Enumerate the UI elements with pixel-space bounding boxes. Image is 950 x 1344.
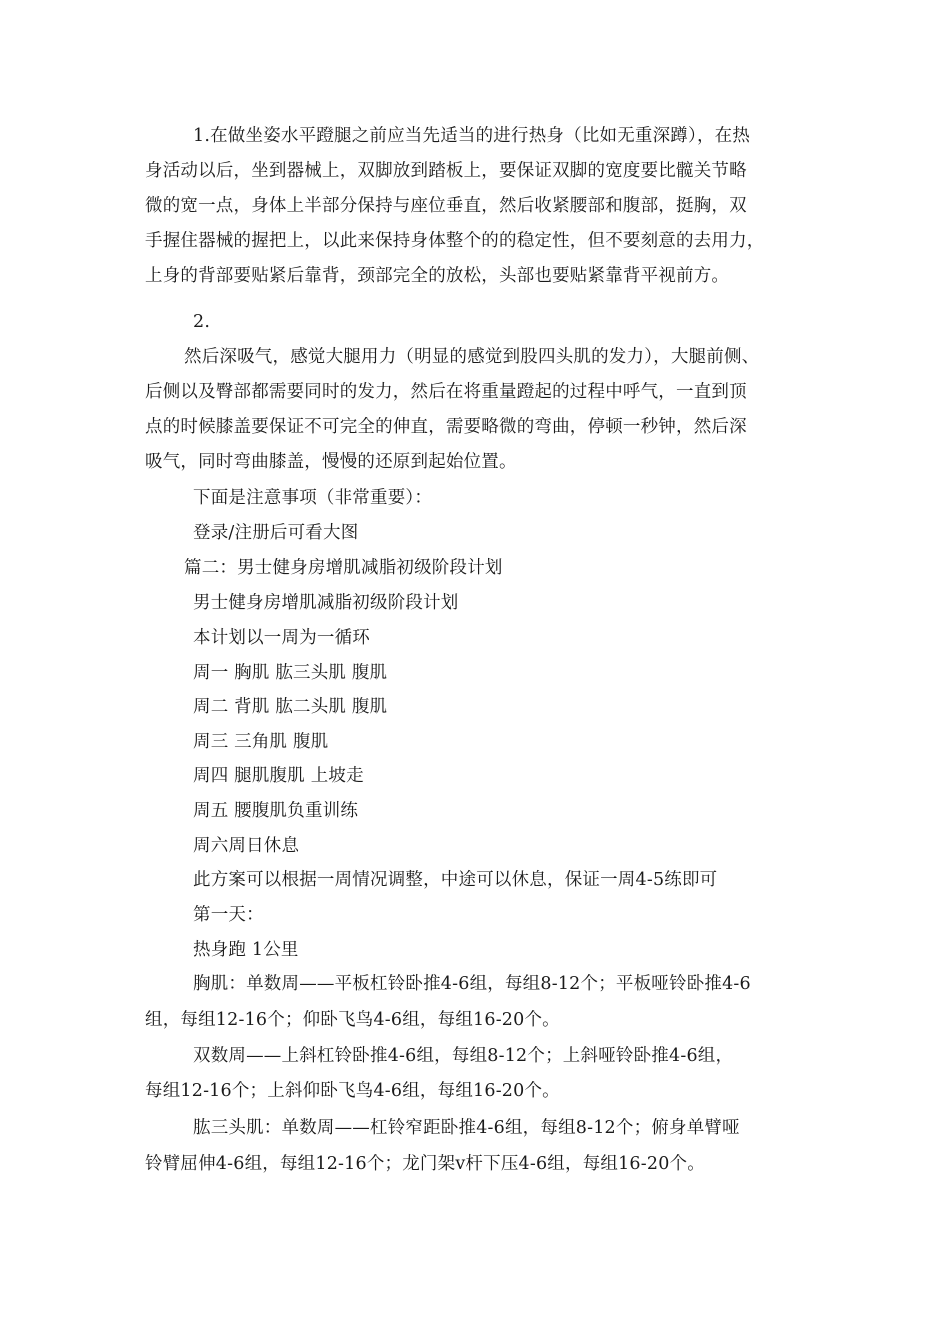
paragraph-2-line-4: 吸气，同时弯曲膝盖，慢慢的还原到起始位置。 [145, 452, 517, 472]
schedule-weekend: 周六周日休息 [193, 836, 300, 856]
day-one-heading: 第一天： [193, 905, 264, 925]
paragraph-1-line-3: 微的宽一点，身体上半部分保持与座位垂直，然后收紧腰部和腹部，挺胸，双 [145, 196, 747, 216]
schedule-tuesday: 周二 背肌 肱二头肌 腹肌 [193, 697, 388, 717]
section-title: 篇二：男士健身房增肌减脂初级阶段计划 [184, 558, 503, 578]
plan-title: 男士健身房增肌减脂初级阶段计划 [193, 593, 459, 613]
chest-even-week-line-1: 双数周——上斜杠铃卧推4-6组，每组8-12个；上斜哑铃卧推4-6组， [193, 1046, 734, 1066]
paragraph-2-line-3: 点的时候膝盖要保证不可完全的伸直，需要略微的弯曲，停顿一秒钟，然后深 [145, 417, 747, 437]
paragraph-2-line-1: 然后深吸气，感觉大腿用力（明显的感觉到股四头肌的发力），大腿前侧、 [184, 347, 760, 367]
plan-adjustment-note: 此方案可以根据一周情况调整，中途可以休息，保证一周4-5练即可 [193, 870, 718, 890]
notes-heading: 下面是注意事项（非常重要）： [193, 488, 433, 508]
schedule-wednesday: 周三 三角肌 腹肌 [193, 732, 329, 752]
triceps-odd-week-line-1: 肱三头肌：单数周——杠铃窄距卧推4-6组，每组8-12个；俯身单臂哑 [193, 1118, 740, 1138]
step-2-number: 2. [193, 312, 211, 332]
triceps-odd-week-line-2: 铃臂屈伸4-6组，每组12-16个；龙门架v杆下压4-6组，每组16-20个。 [145, 1154, 705, 1174]
schedule-friday: 周五 腰腹肌负重训练 [193, 801, 359, 821]
login-image-link[interactable]: 登录/注册后可看大图 [193, 523, 359, 543]
paragraph-1-line-5: 上身的背部要贴紧后靠背，颈部完全的放松，头部也要贴紧靠背平视前方。 [145, 266, 730, 286]
paragraph-2-line-2: 后侧以及臀部都需要同时的发力，然后在将重量蹬起的过程中呼气，一直到顶 [145, 382, 747, 402]
chest-odd-week-line-1: 胸肌：单数周——平板杠铃卧推4-6组，每组8-12个；平板哑铃卧推4-6 [193, 974, 751, 994]
chest-even-week-line-2: 每组12-16个；上斜仰卧飞鸟4-6组，每组16-20个。 [145, 1081, 560, 1101]
warmup-run: 热身跑 1公里 [193, 940, 299, 960]
paragraph-1-line-4: 手握住器械的握把上，以此来保持身体整个的的稳定性，但不要刻意的去用力， [145, 231, 765, 251]
schedule-thursday: 周四 腿肌腹肌 上坡走 [193, 766, 364, 786]
chest-odd-week-line-2: 组，每组12-16个；仰卧飞鸟4-6组，每组16-20个。 [145, 1010, 560, 1030]
plan-cycle: 本计划以一周为一循环 [193, 628, 370, 648]
schedule-monday: 周一 胸肌 肱三头肌 腹肌 [193, 663, 388, 683]
paragraph-1-line-2: 身活动以后，坐到器械上，双脚放到踏板上，要保证双脚的宽度要比髋关节略 [145, 161, 747, 181]
paragraph-1-line-1: 1.在做坐姿水平蹬腿之前应当先适当的进行热身（比如无重深蹲），在热 [193, 126, 751, 146]
